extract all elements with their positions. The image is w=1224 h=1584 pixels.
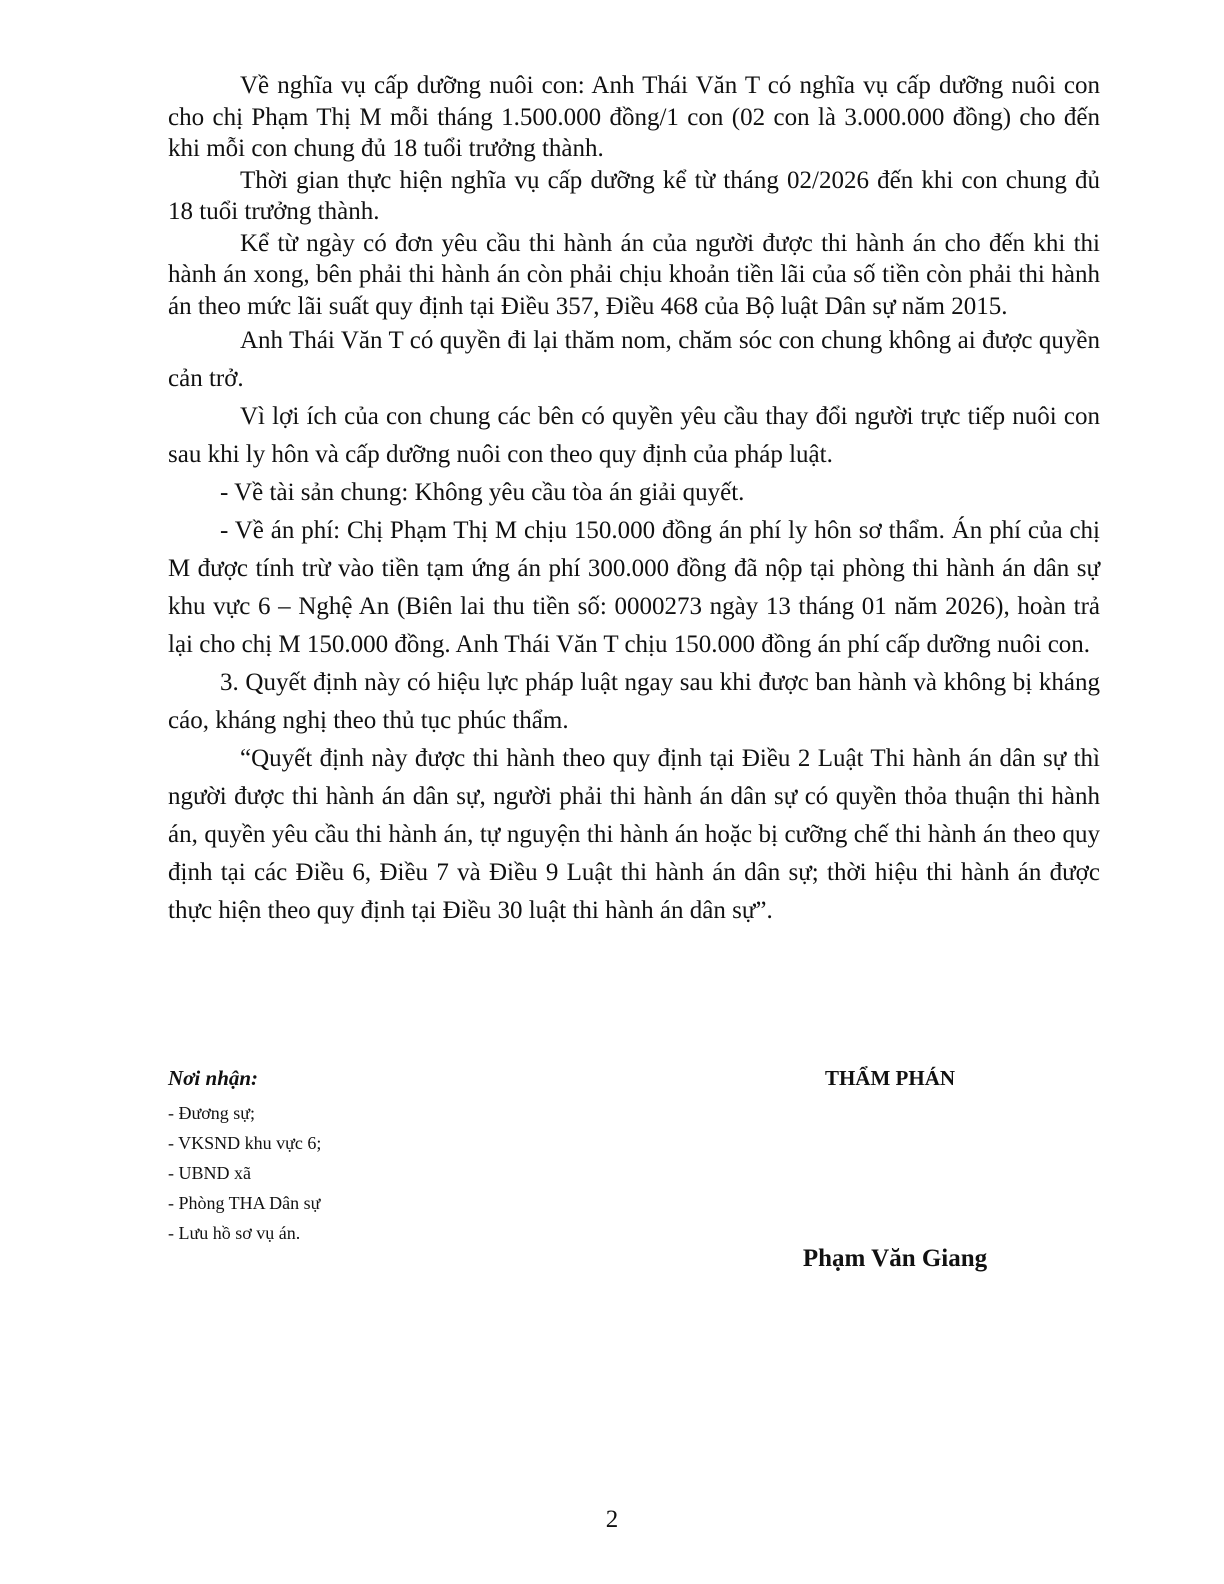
document-body xyxy=(168,70,1100,930)
recipients-block xyxy=(168,1064,588,1248)
paragraph-child-support: Về nghĩa vụ cấp dưỡng nuôi con: Anh Thái Văn T có nghĩa vụ cấp dưỡng nuôi con cho chị Phạm Thị M mỗi tháng 1.500.000 đồng/1 con (02 con là 3.000.000 đồng) cho đến khi mỗi con chung đủ 18 tuổi trưởng thành. xyxy=(168,72,1100,162)
recipient-item: - Phòng THA Dân sự xyxy=(168,1193,321,1213)
paragraph-change-custody: Vì lợi ích của con chung các bên có quyền yêu cầu thay đổi người trực tiếp nuôi con sau khi ly hôn và cấp dưỡng nuôi con theo quy định của pháp luật. xyxy=(168,403,1100,468)
paragraph-support-period: Thời gian thực hiện nghĩa vụ cấp dưỡng kể từ tháng 02/2026 đến khi con chung đủ 18 tuổi trưởng thành. xyxy=(168,166,1100,225)
recipients-title: Nơi nhận: xyxy=(168,1066,259,1090)
paragraph-interest: Kể từ ngày có đơn yêu cầu thi hành án của người được thi hành án cho đến khi thi hành án xong, bên phải thi hành án còn phải chịu khoản tiền lãi của số tiền còn phải thi hành án theo mức lãi suất quy định tại Điều 357, Điều 468 của Bộ luật Dân sự năm 2015. xyxy=(168,229,1100,320)
recipient-item: - Đương sự; xyxy=(168,1103,256,1123)
signature-title: THẨM PHÁN xyxy=(824,1066,956,1090)
page-number: 2 xyxy=(605,1506,619,1533)
recipient-item: - VKSND khu vực 6; xyxy=(168,1133,322,1153)
recipients-list xyxy=(168,1098,588,1248)
recipient-item: - Lưu hồ sơ vụ án. xyxy=(168,1223,301,1243)
paragraph-enforcement-quote: “Quyết định này được thi hành theo quy định tại Điều 2 Luật Thi hành án dân sự thì người được thi hành án dân sự, người phải thi hành án dân sự có quyền thỏa thuận thi hành án, quyền yêu cầu thi hành án, tự nguyện thi hành án hoặc bị cưỡng chế thi hành án theo quy định tại các Điều 6, Điều 7 và Điều 9 Luật thi hành án dân sự; thời hiệu thi hành án được thực hiện theo quy định tại Điều 30 luật thi hành án dân sự”. xyxy=(168,745,1100,924)
paragraph-court-fees: - Về án phí: Chị Phạm Thị M chịu 150.000 đồng án phí ly hôn sơ thẩm. Án phí của chị M được tính trừ vào tiền tạm ứng án phí 300.000 đồng đã nộp tại phòng thi hành án dân sự khu vực 6 – Nghệ An (Biên lai thu tiền số: 0000273 ngày 13 tháng 01 năm 2026), hoàn trả lại cho chị M 150.000 đồng. Anh Thái Văn T chịu 150.000 đồng án phí cấp dưỡng nuôi con. xyxy=(168,517,1100,658)
paragraph-common-property: - Về tài sản chung: Không yêu cầu tòa án giải quyết. xyxy=(220,479,745,506)
paragraph-effectiveness: 3. Quyết định này có hiệu lực pháp luật ngay sau khi được ban hành và không bị kháng cáo, kháng nghị theo thủ tục phúc thẩm. xyxy=(168,669,1100,734)
recipient-item: - UBND xã xyxy=(168,1163,251,1183)
paragraph-visitation-rights: Anh Thái Văn T có quyền đi lại thăm nom, chăm sóc con chung không ai được quyền cản trở. xyxy=(168,327,1100,392)
signer-name: Phạm Văn Giang xyxy=(802,1245,988,1272)
